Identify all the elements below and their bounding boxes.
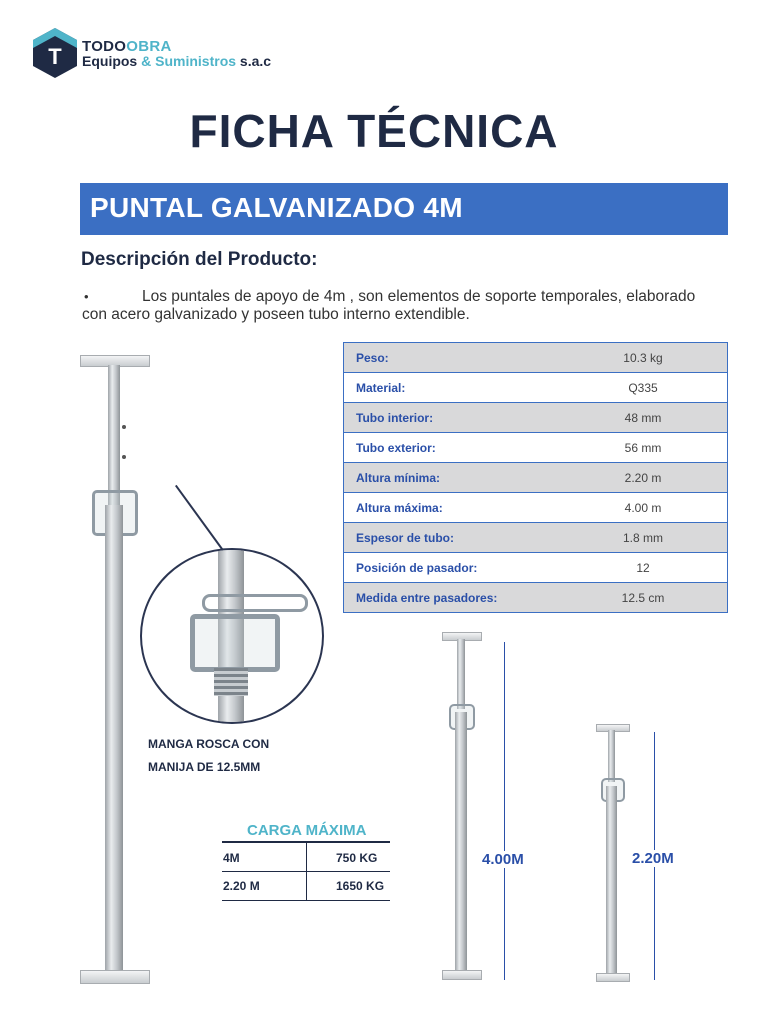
large-prop-illustration — [80, 355, 150, 985]
prop-base-plate — [442, 970, 482, 980]
max-height-dimension-line — [504, 642, 505, 980]
prop-outer-tube — [105, 505, 123, 975]
logo-brand-part2: OBRA — [126, 38, 172, 55]
detail-caption-line2: MANIJA DE 12.5MM — [148, 760, 261, 774]
prop-inner-tube — [108, 365, 120, 505]
description-text: Los puntales de apoyo de 4m , son elementos de soporte temporales, elaborado con acero galvanizado y poseen tubo interno extendible. — [82, 288, 696, 323]
load-table-rule — [222, 871, 390, 872]
prop-outer-tube — [606, 786, 617, 974]
zoom-handle — [190, 614, 280, 672]
description-bullet: • — [84, 289, 89, 304]
description-heading: Descripción del Producto: — [81, 249, 318, 270]
logo-subtitle — [82, 53, 271, 69]
spec-value: Q335 — [559, 373, 728, 403]
load-table-divider — [306, 843, 307, 901]
zoom-pin — [202, 594, 308, 612]
spec-label: Espesor de tubo: — [344, 523, 559, 553]
page-title: FICHA TÉCNICA — [189, 105, 559, 157]
load-table-rule — [222, 900, 390, 901]
prop-pin-hole — [122, 455, 126, 459]
spec-label: Altura mínima: — [344, 463, 559, 493]
spec-row — [344, 523, 728, 553]
prop-outer-tube — [455, 712, 467, 972]
spec-row — [344, 583, 728, 613]
zoom-thread — [214, 668, 248, 696]
spec-row — [344, 463, 728, 493]
spec-label: Posición de pasador: — [344, 553, 559, 583]
spec-label: Altura máxima: — [344, 493, 559, 523]
logo-letter: T — [48, 44, 62, 69]
product-name: PUNTAL GALVANIZADO 4M — [90, 192, 463, 223]
logo-brand-part1: TODO — [82, 38, 127, 55]
spec-row — [344, 403, 728, 433]
load-value-cell: 1650 KG — [336, 879, 385, 893]
spec-value: 10.3 kg — [559, 343, 728, 373]
spec-label: Tubo exterior: — [344, 433, 559, 463]
spec-row — [344, 553, 728, 583]
prop-inner-tube — [608, 730, 615, 782]
prop-inner-tube — [457, 639, 465, 709]
spec-value: 48 mm — [559, 403, 728, 433]
logo-sub-part2: & Suministros — [141, 53, 237, 69]
min-height-prop-illustration — [594, 724, 634, 982]
spec-row — [344, 433, 728, 463]
spec-value: 2.20 m — [559, 463, 728, 493]
load-height-cell: 4M — [223, 851, 240, 865]
spec-label: Material: — [344, 373, 559, 403]
spec-table — [343, 342, 728, 613]
detail-caption-line1: MANGA ROSCA CON — [148, 737, 270, 751]
spec-row — [344, 343, 728, 373]
load-table-title: CARGA MÁXIMA — [247, 822, 367, 839]
spec-value: 1.8 mm — [559, 523, 728, 553]
zoom-connector-line — [175, 485, 224, 551]
max-height-prop-illustration — [440, 632, 484, 980]
spec-label: Peso: — [344, 343, 559, 373]
company-logo-icon — [30, 26, 80, 80]
logo-sub-part1: Equipos — [82, 53, 138, 69]
spec-label: Tubo interior: — [344, 403, 559, 433]
prop-base-plate — [80, 970, 150, 984]
load-value-cell: 750 KG — [336, 851, 378, 865]
spec-value: 12 — [559, 553, 728, 583]
spec-row — [344, 493, 728, 523]
max-height-label: 4.00M — [482, 851, 524, 868]
spec-label: Medida entre pasadores: — [344, 583, 559, 613]
load-height-cell: 2.20 M — [223, 879, 260, 893]
min-height-label: 2.20M — [632, 850, 674, 867]
logo-sub-part3: s.a.c — [239, 53, 272, 69]
prop-base-plate — [596, 973, 630, 982]
spec-value: 4.00 m — [559, 493, 728, 523]
prop-pin-hole — [122, 425, 126, 429]
detail-zoom-circle — [140, 548, 324, 724]
spec-value: 12.5 cm — [559, 583, 728, 613]
spec-value: 56 mm — [559, 433, 728, 463]
detail-caption — [148, 733, 269, 779]
spec-row — [344, 373, 728, 403]
